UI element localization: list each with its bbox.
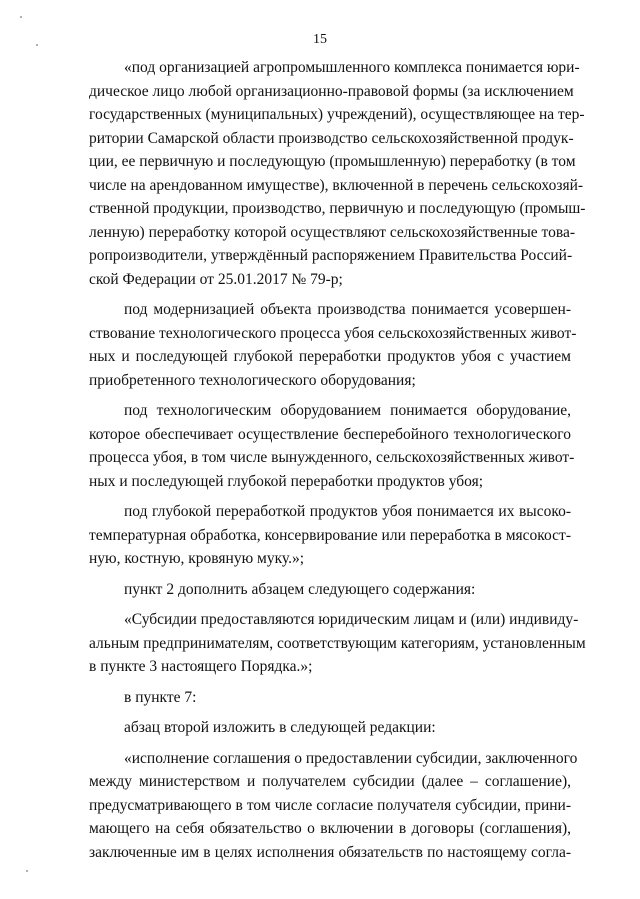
text-line: приобретенного технологического оборудования; [89,371,416,389]
text-line: процесса убоя, в том числе вынужденного, сельскохозяйственных живот- [89,449,575,466]
text-line: которое обеспечивает осуществление бесперебойного технологического [89,425,571,443]
text-line: в пункте 7: [124,688,197,706]
text-line: ственной продукции, производство, первичную и последующую (промыш- [89,200,586,217]
text-line: ствование технологического процесса убоя сельскохозяйственных живот- [89,324,577,342]
text-line: абзац второй изложить в следующей редакции: [124,719,436,736]
text-line: «под организацией агропромышленного комплекса понимается юри- [124,59,580,76]
text-line: ской Федерации от 25.01.2017 № 79-р; [89,270,343,288]
text-line: числе на арендованном имуществе), включенной в перечень сельскохозяй- [89,176,584,194]
text-line: ропроизводители, утверждённый распоряжением Правительства Россий- [89,247,573,264]
text-line: государственных (муниципальных) учреждений), осуществляющее на тер- [89,106,585,123]
text-line: заключенные им в целях исполнения обязательств по настоящему согла- [89,843,571,861]
text-line: ленную) переработку которой осуществляют сельскохозяйственные това- [89,223,576,241]
page-number: 15 [313,32,327,47]
text-line: предусматривающего в том числе согласие получателя субсидии, прини- [89,796,571,814]
text-line: «Субсидии предоставляются юридическим лицам и (или) индивиду- [124,611,579,628]
text-line: ритории Самарской области производство сельскохозяйственной продук- [89,129,574,147]
document-body [89,56,586,864]
text-line: ции, ее первичную и последующую (промышленную) переработку (в том [89,153,576,170]
text-line: под глубокой переработкой продуктов убоя понимается их высоко- [124,503,571,520]
text-line: дическое лицо любой организационно-правовой формы (за исключением [89,82,574,100]
text-line: под технологическим оборудованием понимается оборудование, [124,402,571,419]
text-line: в пункте 3 настоящего Порядка.»; [89,658,313,675]
text-line: мающего на себя обязательство о включении в договоры (соглашения), [89,820,571,837]
text-line: ных и последующей глубокой переработки продуктов убоя; [89,472,484,490]
text-line: ную, костную, кровяную муку.»; [89,550,305,567]
scan-speck [26,870,28,872]
text-line: температурная обработка, консервирование или переработка в мясокост- [89,526,571,544]
text-line: ных и последующей глубокой переработки продуктов убоя с участием [89,348,571,365]
scan-speck [20,16,22,18]
text-line: под модернизацией объекта производства понимается усовершен- [124,301,571,318]
text-line: «исполнение соглашения о предоставлении субсидии, заключенного [124,749,578,767]
text-line: между министерством и получателем субсидии (далее – соглашение), [89,773,571,790]
text-line: альным предпринимателям, соответствующим категориям, установленным [89,634,586,652]
scan-speck [36,44,38,46]
text-line: пункт 2 дополнить абзацем следующего содержания: [124,580,476,598]
